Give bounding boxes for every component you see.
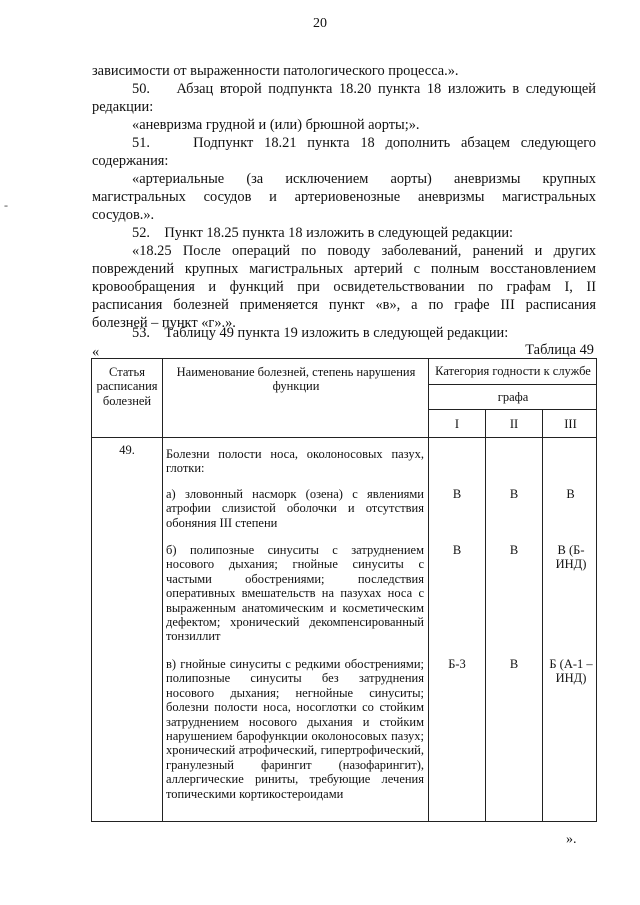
disease-item-a: а) зловонный насморк (озена) с явлениями атрофии слизистой оболочки и отсутствия обоняния III степени xyxy=(166,487,424,530)
page-number: 20 xyxy=(313,16,327,31)
header-grafa-3: III xyxy=(564,417,577,431)
item-51-quote-line3: сосудов.». xyxy=(92,207,155,223)
item-51-line2: содержания: xyxy=(92,153,169,169)
table-divider xyxy=(162,359,163,821)
disease-group-intro: Болезни полости носа, околоносовых пазух, глотки: xyxy=(166,447,424,476)
header-grafa: графа xyxy=(497,390,529,404)
item-53-line1: 53. Таблицу 49 пункта 19 изложить в следующей редакции: xyxy=(132,325,509,341)
table-divider xyxy=(92,437,596,438)
table-divider xyxy=(542,409,543,821)
disease-item-c: в) гнойные синуситы с редкими обострениями; полипозные синуситы без затруднения носового дыхания; негнойные синуситы; болезни полости носа, носоглотки со стойким затруднением носового дыхания и стойким нарушением барофункции околоносовых пазух; хронический атрофический, гипертрофический, гранулезный фарингит (назофарингит), аллергические риниты, требующие лечения топическими кортикостероидами xyxy=(166,657,424,801)
item-52-quote-line5: болезней – пункт «г».». xyxy=(92,315,236,331)
item-b-grafa-1: В xyxy=(452,543,462,557)
paragraph-continuation: зависимости от выраженности патологического процесса.». xyxy=(92,63,459,79)
table-title: Таблица 49 xyxy=(525,342,594,358)
header-fitness-category: Категория годности к службе xyxy=(435,364,591,378)
item-52-quote-line3: кровообращения и функций при освидетельствовании по графам I, II xyxy=(92,279,596,295)
margin-mark: - xyxy=(4,198,8,212)
item-51-quote-line1: «артериальные (за исключением аорты) аневризмы крупных xyxy=(132,171,596,187)
header-grafa-1: I xyxy=(454,417,460,431)
table-divider xyxy=(428,409,596,410)
item-50-line1: 50. Абзац второй подпункта 18.20 пункта 18 изложить в следующей xyxy=(132,81,596,97)
item-a-grafa-2: В xyxy=(509,487,519,501)
item-c-grafa-2: В xyxy=(509,657,519,671)
item-c-grafa-3: Б (А-1 – ИНД) xyxy=(549,657,593,686)
table-divider xyxy=(485,409,486,821)
item-b-grafa-2: В xyxy=(509,543,519,557)
item-52-line1: 52. Пункт 18.25 пункта 18 изложить в следующей редакции: xyxy=(132,225,514,241)
item-51-line1: 51. Подпункт 18.21 пункта 18 дополнить абзацем следующего xyxy=(132,135,596,151)
item-a-grafa-1: В xyxy=(452,487,462,501)
item-50-line2: редакции: xyxy=(92,99,154,115)
table-divider xyxy=(428,384,596,385)
disease-table xyxy=(91,358,597,822)
item-52-quote-line1: «18.25 После операций по поводу заболеваний, ранений и других xyxy=(132,243,596,259)
item-51-quote-line2: магистральных сосудов и артериовенозные аневризмы магистральных xyxy=(92,189,596,205)
article-number: 49. xyxy=(119,443,135,457)
header-article: Статья расписания болезней xyxy=(96,365,158,408)
disease-item-b: б) полипозные синуситы с затруднением носового дыхания; гнойные синуситы с частыми обострениями; последствия оперативных вмешательств на пазухах носа с выраженным анатомическим и косметическим дефектом; хронический декомпенсированный тонзиллит xyxy=(166,543,424,644)
item-c-grafa-1: Б-3 xyxy=(448,657,466,671)
item-50-quote: «аневризма грудной и (или) брюшной аорты;». xyxy=(132,117,420,133)
opening-quote: « xyxy=(92,344,100,360)
header-grafa-2: II xyxy=(509,417,519,431)
item-a-grafa-3: В xyxy=(566,487,575,501)
item-52-quote-line2: повреждений крупных магистральных артерий с полным восстановлением xyxy=(92,261,596,277)
closing-quote: ». xyxy=(566,832,577,847)
item-52-quote-line4: расписания болезней применяется пункт «в», а по графе III расписания xyxy=(92,297,596,313)
item-b-grafa-3: В (Б-ИНД) xyxy=(555,543,587,572)
header-disease-name: Наименование болезней, степень нарушения функции xyxy=(176,365,416,394)
